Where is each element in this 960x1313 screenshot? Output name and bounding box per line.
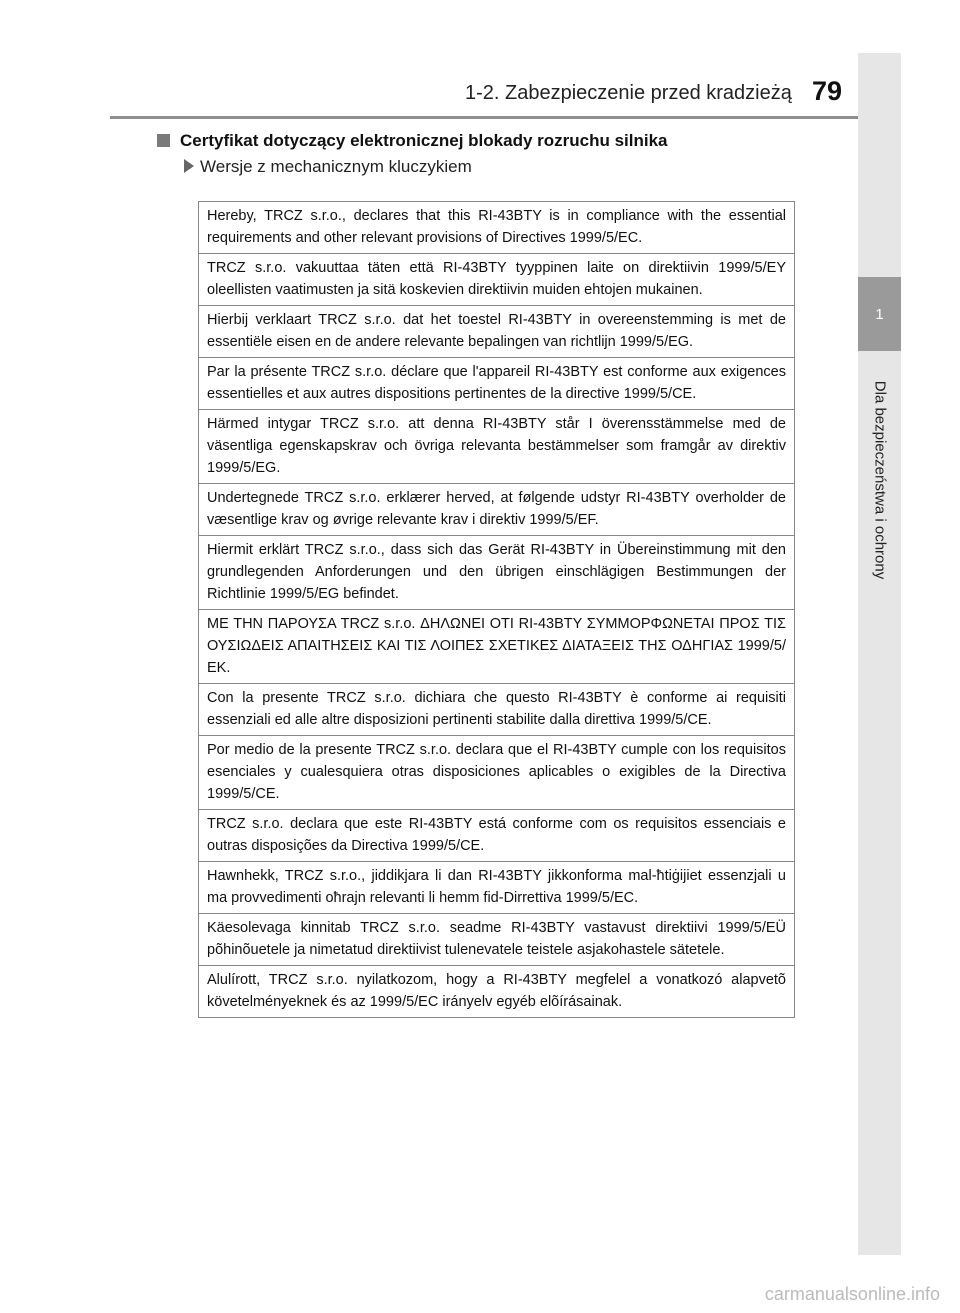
page-number: 79 [812,76,843,106]
declaration-row-et: Käesolevaga kinnitab TRCZ s.r.o. seadme RI-43BTY vastavust direktiivi 1999/5/EÜ põhinõuetele ja nimetatud direktiivist tulenevatele teistele asjakohastele sätetele. [199,914,794,966]
declaration-row-fr: Par la présente TRCZ s.r.o. déclare que l'appareil RI-43BTY est conforme aux exigences essentielles et aux autres dispositions pertinentes de la directive 1999/5/CE. [199,358,794,410]
chapter-tab[interactable]: 1 [858,277,901,351]
declaration-row-mt: Hawnhekk, TRCZ s.r.o., jiddikjara li dan RI-43BTY jikkonforma mal-ħtiġijiet essenzjali u ma provvedimenti oħrajn relevanti li hemm fid-Dirrettiva 1999/5/EC. [199,862,794,914]
declarations-table [198,201,795,1018]
declaration-row-el: ΜΕ ΤΗΝ ΠΑΡΟΥΣΑ TRCZ s.r.o. ΔΗΛΩΝΕΙ ΟΤΙ RI-43BTY ΣΥΜΜΟΡΦΩΝΕΤΑΙ ΠΡΟΣ ΤΙΣ ΟΥΣΙΩΔΕΙΣ ΑΠΑΙΤΗΣΕΙΣ ΚΑΙ ΤΙΣ ΛΟΙΠΕΣ ΣΧΕΤΙΚΕΣ ΔΙΑΤΑΞΕΙΣ ΤΗΣ ΟΔΗΓΙΑΣ 1999/5/ΕΚ. [199,610,794,684]
declaration-row-hu: Alulírott, TRCZ s.r.o. nyilatkozom, hogy a RI-43BTY megfelel a vonatkozó alapvetõ követelményeknek és az 1999/5/EC irányelv egyéb elõírásainak. [199,966,794,1018]
declaration-row-it: Con la presente TRCZ s.r.o. dichiara che questo RI-43BTY è conforme ai requisiti essenziali ed alle altre disposizioni pertinenti stabilite dalla direttiva 1999/5/CE. [199,684,794,736]
declaration-row-es: Por medio de la presente TRCZ s.r.o. declara que el RI-43BTY cumple con los requisitos esenciales y cualesquiera otras disposiciones aplicables o exigibles de la Directiva 1999/5/CE. [199,736,794,810]
header-divider [110,116,860,119]
section-heading [157,131,668,151]
declaration-row-pt: TRCZ s.r.o. declara que este RI-43BTY está conforme com os requisitos essenciais e outras disposições da Directiva 1999/5/CE. [199,810,794,862]
declaration-row-nl: Hierbij verklaart TRCZ s.r.o. dat het toestel RI-43BTY in overeenstemming is met de essentiële eisen en de andere relevante bepalingen van richtlijn 1999/5/EG. [199,306,794,358]
declaration-row-en: Hereby, TRCZ s.r.o., declares that this RI-43BTY is in compliance with the essential requirements and other relevant provisions of Directives 1999/5/EC. [199,202,794,254]
section-heading-text: Certyfikat dotyczący elektronicznej blokady rozruchu silnika [180,131,668,150]
declaration-row-fi: TRCZ s.r.o. vakuuttaa täten että RI-43BTY tyyppinen laite on direktiivin 1999/5/EY oleellisten vaatimusten ja sitä koskevien direktiivin muiden ehtojen mukainen. [199,254,794,306]
triangle-bullet-icon [184,159,194,173]
square-bullet-icon [157,134,170,147]
declaration-row-da: Undertegnede TRCZ s.r.o. erklærer herved, at følgende udstyr RI-43BTY overholder de væsentlige krav og øvrige relevante krav i direktiv 1999/5/EF. [199,484,794,536]
chapter-sidebar [858,53,901,1255]
chapter-sidebar-label: Dla bezpieczeństwa i ochrony [871,380,889,580]
subheading [184,157,472,177]
page-header-title: 1-2. Zabezpieczenie przed kradzieżą [465,82,792,104]
declaration-row-sv: Härmed intygar TRCZ s.r.o. att denna RI-43BTY står I överensstämmelse med de väsentliga egenskapskrav och övriga relevanta bestämmelser som framgår av direktiv 1999/5/EG. [199,410,794,484]
subheading-text: Wersje z mechanicznym kluczykiem [200,157,472,176]
declaration-row-de: Hiermit erklärt TRCZ s.r.o., dass sich das Gerät RI-43BTY in Übereinstimmung mit den grundlegenden Anforderungen und den übrigen einschlägigen Bestimmungen der Richtlinie 1999/5/EG befindet. [199,536,794,610]
footer-watermark: carmanualsonline.info [764,1284,940,1304]
